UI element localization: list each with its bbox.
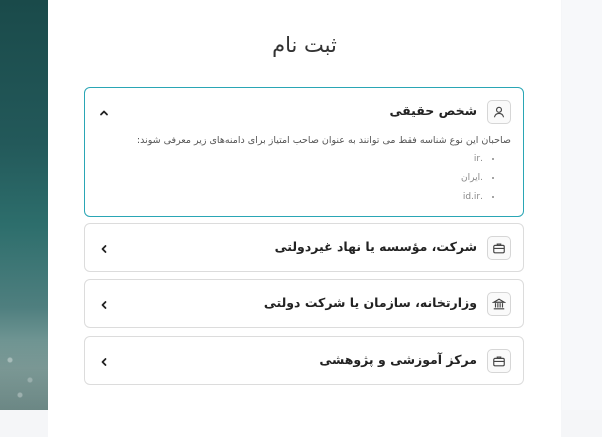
page-title: ثبت نام	[272, 33, 337, 57]
chevron-left-icon[interactable]	[98, 240, 110, 252]
accordion-nongovernmental-org[interactable]	[84, 223, 524, 272]
accordion-header[interactable]	[85, 280, 523, 327]
description-text: صاحبان این نوع شناسه فقط می توانند به عنوان صاحب امتیاز برای دامنه‌های زیر معرفی شوند:	[136, 135, 511, 146]
accordion-educational-center[interactable]	[84, 336, 524, 385]
bank-icon	[487, 292, 511, 316]
chevron-up-icon[interactable]	[98, 104, 110, 116]
briefcase-icon	[487, 349, 511, 373]
accordion-header[interactable]	[85, 88, 523, 135]
domain-list	[101, 153, 511, 203]
briefcase-icon	[487, 236, 511, 260]
background-strip	[562, 0, 602, 410]
accordion-label: شرکت، مؤسسه یا نهاد غیردولتی	[274, 239, 477, 254]
accordion-header[interactable]	[85, 337, 523, 384]
accordion-content	[85, 135, 523, 217]
user-icon	[487, 100, 511, 124]
accordion-label: وزارتخانه، سازمان یا شرکت دولتی	[263, 295, 477, 310]
accordion-label: مرکز آموزشی و پژوهشی	[319, 352, 477, 367]
domain-item: • .ایران	[101, 172, 483, 184]
domain-item: • .id.ir	[101, 191, 483, 203]
chevron-left-icon[interactable]	[98, 296, 110, 308]
accordion-government-org[interactable]	[84, 279, 524, 328]
accordion-label: شخص حقیقی	[389, 103, 477, 118]
domain-item: • .ir	[101, 153, 483, 165]
chevron-left-icon[interactable]	[98, 353, 110, 365]
accordion-natural-person[interactable]	[84, 87, 524, 217]
accordion-header[interactable]	[85, 224, 523, 271]
registration-panel	[48, 0, 561, 437]
